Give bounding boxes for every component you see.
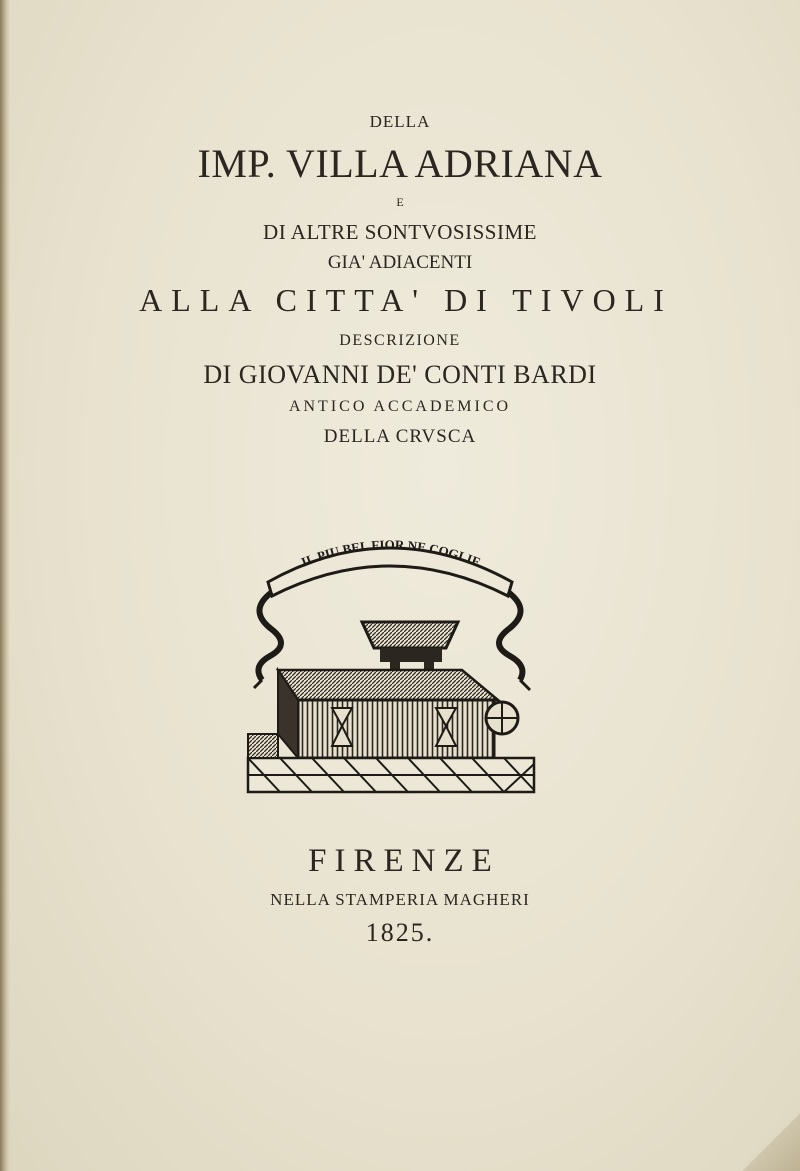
page-corner-curl <box>730 1111 800 1171</box>
imprint-printer: NELLA STAMPERIA MAGHERI <box>270 890 530 909</box>
imprint-place: FIRENZE <box>308 843 500 879</box>
subtitle-adiacenti: GIA' ADIACENTI <box>327 252 473 273</box>
page-title: IMP. VILLA ADRIANA <box>197 141 603 186</box>
crusca-sieve-woodcut-icon <box>240 520 540 800</box>
descrizione-label: DESCRIZIONE <box>339 332 461 349</box>
author-name: DI GIOVANNI DE' CONTI BARDI <box>203 360 597 389</box>
author-title: ANTICO ACCADEMICO <box>288 398 512 415</box>
emblem-motto: IL PIU BEL FIOR NE COGLIE <box>299 536 483 570</box>
academy-name: DELLA CRVSCA <box>323 426 477 447</box>
heading-della: DELLA <box>369 112 431 131</box>
imprint-year: 1825. <box>365 918 435 947</box>
subtitle-altre: DI ALTRE SONTVOSISSIME <box>263 220 537 244</box>
subtitle-tivoli: ALLA CITTA' DI TIVOLI <box>139 282 673 318</box>
conjunction-e: E <box>396 195 404 209</box>
